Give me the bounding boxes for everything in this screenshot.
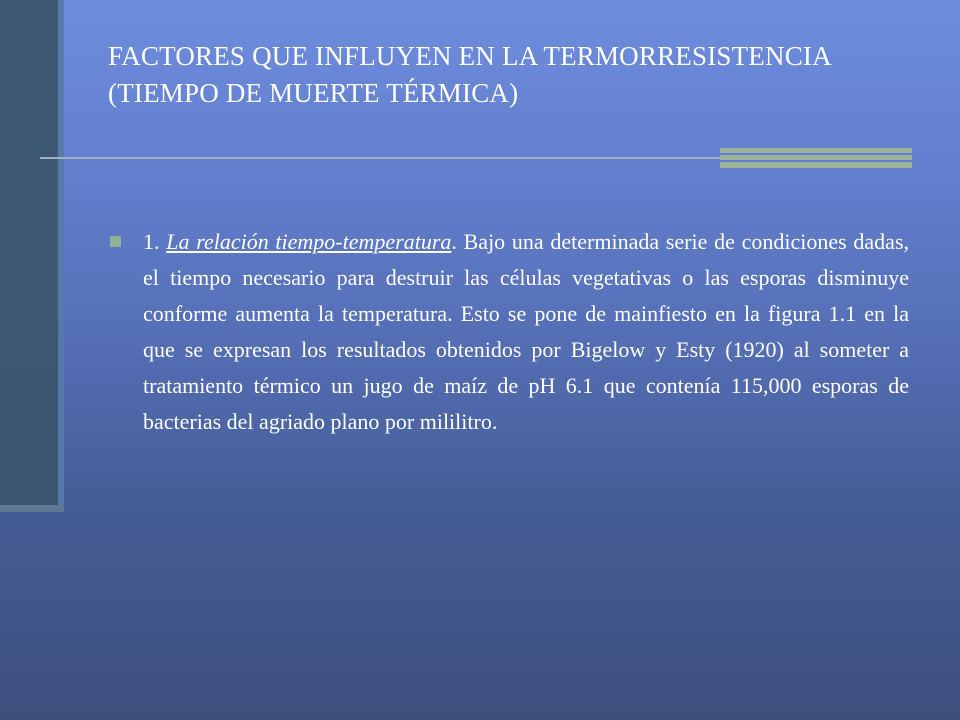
- accent-stripe: [720, 155, 912, 160]
- bullet-paragraph: [143, 224, 909, 440]
- left-bar-shade: [58, 0, 64, 512]
- title-divider: [40, 157, 720, 159]
- left-bar-edge: [0, 505, 64, 512]
- accent-stripe: [720, 162, 912, 168]
- accent-stripes: [720, 148, 912, 168]
- bullet-number: 1.: [143, 229, 160, 254]
- accent-stripe: [720, 148, 912, 153]
- bullet-topic: La relación tiempo-temperatura: [166, 229, 452, 254]
- left-decorative-bar: [0, 0, 64, 512]
- bullet-marker: [110, 236, 121, 247]
- bullet-text: . Bajo una determinada serie de condiciones dadas, el tiempo necesario para destruir las células vegetativas o las esporas disminuye conforme aumenta la temperatura. Esto se pone de mainfiesto en la figura 1.1 en la que se expresan los resultados obtenidos por Bigelow y Esty (1920) al someter a tratamiento térmico un jugo de maíz de pH 6.1 que contenía 115,000 esporas de bacterias del agriado plano por mililitro.: [143, 229, 910, 434]
- slide-title: FACTORES QUE INFLUYEN EN LA TERMORRESISTENCIA (TIEMPO DE MUERTE TÉRMICA): [108, 41, 831, 108]
